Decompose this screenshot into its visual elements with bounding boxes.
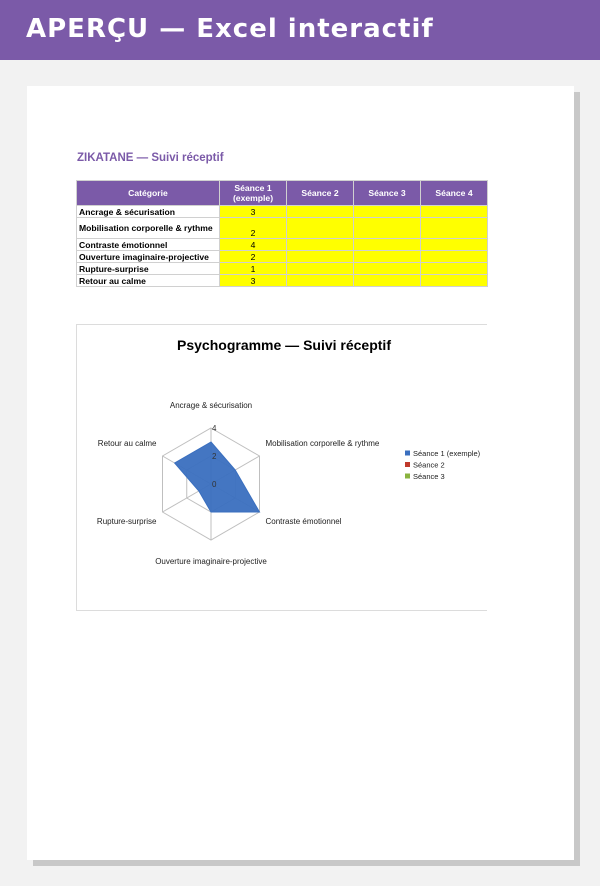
score-cell[interactable]: 1 [220, 263, 287, 275]
score-cell[interactable] [287, 218, 354, 239]
score-cell[interactable] [354, 239, 421, 251]
top-bar [0, 0, 600, 60]
column-header-seance-2: Séance 2 [287, 181, 354, 206]
radar-chart[interactable] [76, 324, 487, 611]
page-title: APERÇU — Excel interactif [26, 14, 434, 44]
category-label: Retour au calme [97, 439, 157, 448]
score-cell[interactable] [287, 275, 354, 287]
chart-title: Psychogramme — Suivi réceptif [177, 337, 391, 353]
category-cell: Ouverture imaginaire-projective [77, 251, 220, 263]
score-cell[interactable] [354, 206, 421, 218]
category-cell: Rupture-surprise [77, 263, 220, 275]
legend-label: Séance 2 [413, 460, 445, 470]
table-row [77, 239, 488, 251]
category-label: Mobilisation corporelle & rythme [265, 439, 380, 448]
score-cell[interactable] [287, 263, 354, 275]
table-row [77, 251, 488, 263]
score-cell[interactable] [287, 206, 354, 218]
radar-chart-canvas [77, 325, 487, 610]
score-cell[interactable] [287, 239, 354, 251]
column-header-seance-1: Séance 1 (exemple) [220, 181, 287, 206]
data-table [76, 180, 488, 287]
score-cell[interactable] [354, 218, 421, 239]
score-cell[interactable]: 2 [220, 251, 287, 263]
tick-label: 0 [212, 480, 217, 489]
category-label: Ouverture imaginaire-projective [155, 557, 267, 566]
score-cell[interactable] [354, 275, 421, 287]
series-area [175, 442, 260, 512]
score-cell[interactable] [421, 251, 488, 263]
legend-label: Séance 3 [413, 472, 445, 481]
score-cell[interactable] [421, 218, 488, 239]
column-header-category: Catégorie [77, 181, 220, 206]
tick-label: 4 [212, 424, 217, 433]
legend-swatch [405, 462, 410, 467]
score-cell[interactable] [354, 251, 421, 263]
score-cell[interactable] [421, 206, 488, 218]
category-cell: Retour au calme [77, 275, 220, 287]
table-row [77, 206, 488, 218]
score-cell[interactable]: 2 [220, 218, 287, 239]
score-cell[interactable]: 4 [220, 239, 287, 251]
table-row [77, 218, 488, 239]
sheet-page [27, 86, 574, 860]
category-label: Ancrage & sécurisation [169, 401, 253, 410]
category-cell: Ancrage & sécurisation [77, 206, 220, 218]
category-label: Contraste émotionnel [265, 517, 342, 526]
score-cell[interactable] [354, 263, 421, 275]
score-cell[interactable]: 3 [220, 206, 287, 218]
legend-label: Séance 1 (exemple) [413, 449, 481, 458]
table-row [77, 275, 488, 287]
table-header-row [77, 181, 488, 206]
score-cell[interactable] [421, 275, 488, 287]
score-cell[interactable] [421, 239, 488, 251]
score-cell[interactable] [421, 263, 488, 275]
score-cell[interactable]: 3 [220, 275, 287, 287]
legend-swatch [405, 451, 410, 456]
category-label: Rupture-surprise [96, 517, 157, 526]
column-header-seance-3: Séance 3 [354, 181, 421, 206]
tick-label: 2 [212, 452, 217, 461]
score-cell[interactable] [287, 251, 354, 263]
category-cell: Contraste émotionnel [77, 239, 220, 251]
column-header-seance-4: Séance 4 [421, 181, 488, 206]
table-row [77, 263, 488, 275]
legend-swatch [405, 474, 410, 479]
sheet-title: ZIKATANE — Suivi réceptif [77, 152, 224, 164]
category-cell: Mobilisation corporelle & rythme [77, 218, 220, 239]
